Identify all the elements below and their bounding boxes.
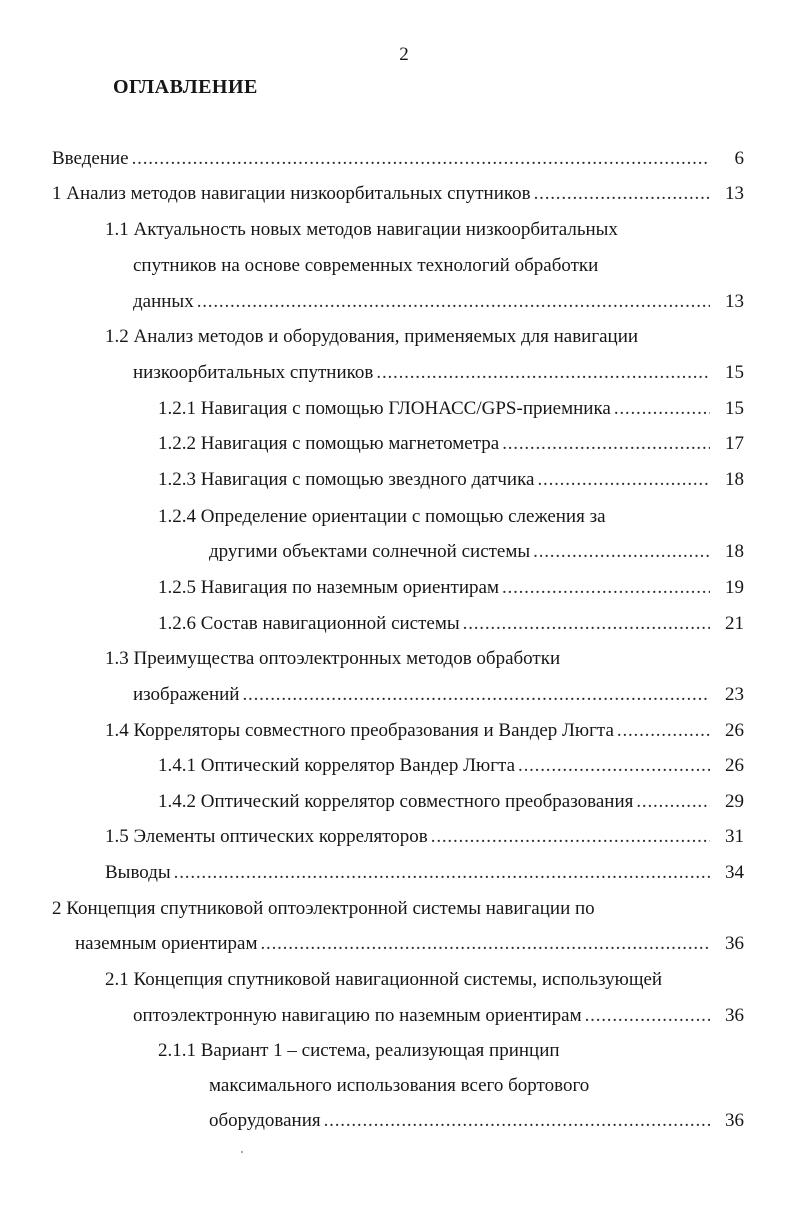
dot-leader (197, 288, 710, 316)
toc-entry-1-2-1 (158, 395, 744, 423)
toc-entry-text: 1.2.1 Навигация с помощью ГЛОНАСС/GPS-приемника (158, 398, 611, 419)
toc-entry-text: 1.1 Актуальность новых методов навигации низкоорбитальных (105, 219, 618, 240)
toc-entry-text: низкоорбитальных спутников (133, 362, 374, 383)
toc-entry-2-1-line-2 (133, 1002, 744, 1030)
toc-page-number: 18 (725, 469, 744, 490)
toc-entry-1-4-2 (158, 788, 744, 816)
toc-entry-1-2-line-2 (133, 359, 744, 387)
toc-entry-1-3-line-1 (105, 645, 744, 673)
dot-leader (324, 1107, 710, 1135)
toc-entry-1-2-3 (158, 466, 744, 494)
toc-entry-text: 1.4.2 Оптический коррелятор совместного преобразования (158, 791, 634, 812)
dot-leader (518, 752, 710, 780)
toc-entry-text: данных (133, 291, 194, 312)
toc-entry-text: 1.2.3 Навигация с помощью звездного датчика (158, 469, 535, 490)
dot-leader (431, 823, 710, 851)
dot-leader (614, 395, 710, 423)
toc-entry-text: 1.2.6 Состав навигационной системы (158, 613, 460, 634)
dot-leader (533, 538, 710, 566)
dot-leader (174, 859, 710, 887)
toc-entry-text: 1.2 Анализ методов и оборудования, применяемых для навигации (105, 326, 639, 347)
toc-entry-2-1-line-1 (105, 966, 744, 994)
dot-leader (502, 574, 710, 602)
toc-entry-text: спутников на основе современных технологий обработки (133, 255, 599, 276)
toc-page-number: 15 (725, 398, 744, 419)
toc-entry-1-2-4-line-1 (158, 503, 744, 531)
scan-speck (241, 1151, 243, 1153)
toc-entry-text: оптоэлектронную навигацию по наземным ориентирам (133, 1005, 582, 1026)
toc-entry-text: 1.5 Элементы оптических корреляторов (105, 826, 428, 847)
toc-entry-1-1-line-1 (105, 216, 744, 244)
dot-leader (376, 359, 710, 387)
toc-entry-text: изображений (133, 684, 240, 705)
toc-entry-text: другими объектами солнечной системы (209, 541, 531, 562)
toc-page-number: 26 (725, 720, 744, 741)
dot-leader (242, 681, 710, 709)
toc-entry-chapter-2-line-2 (75, 930, 744, 958)
toc-entry-1-2-5 (158, 574, 744, 602)
toc-entry-2-1-1-line-3 (209, 1107, 744, 1135)
toc-page-number: 23 (725, 684, 744, 705)
toc-entry-1-3-line-2 (133, 681, 744, 709)
dot-leader (463, 610, 710, 638)
toc-entry-2-1-1-line-2 (209, 1072, 744, 1100)
toc-entry-text: 1.2.2 Навигация с помощью магнетометра (158, 433, 500, 454)
toc-entry-1-1-line-2 (133, 252, 744, 280)
toc-entry-text: Введение (52, 148, 129, 169)
toc-entry-1-4-1 (158, 752, 744, 780)
toc-entry-2-1-1-line-1 (158, 1037, 744, 1065)
toc-page-number: 31 (725, 826, 744, 847)
toc-page-number: 21 (725, 613, 744, 634)
toc-entry-text: максимального использования всего бортового (209, 1075, 590, 1096)
toc-entry-text: 1.4 Корреляторы совместного преобразования и Вандер Люгта (105, 720, 614, 741)
toc-entry-text: оборудования (209, 1110, 321, 1131)
dot-leader (617, 717, 710, 745)
toc-page-number: 6 (734, 148, 744, 169)
toc-page-number: 13 (725, 291, 744, 312)
toc-page-number: 15 (725, 362, 744, 383)
toc-page-number: 36 (725, 933, 744, 954)
toc-entry-1-2-line-1 (105, 323, 744, 351)
toc-page-number: 36 (725, 1005, 744, 1026)
toc-entry-conclusions (105, 859, 744, 887)
toc-entry-1-2-4-line-2 (209, 538, 744, 566)
toc-page-number: 36 (725, 1110, 744, 1131)
dot-leader (534, 180, 710, 208)
toc-entry-1-2-6 (158, 610, 744, 638)
page-title: ОГЛАВЛЕНИЕ (113, 76, 258, 98)
toc-entry-text: 1.3 Преимущества оптоэлектронных методов обработки (105, 648, 561, 669)
toc-entry-1-4 (105, 717, 744, 745)
toc-page-number: 34 (725, 862, 744, 883)
toc-entry-text: 1.4.1 Оптический коррелятор Вандер Люгта (158, 755, 516, 776)
toc-page-number: 18 (725, 541, 744, 562)
toc-entry-chapter-2-line-1 (52, 895, 744, 923)
dot-leader (537, 466, 710, 494)
dot-leader (132, 145, 710, 173)
toc-entry-text: наземным ориентирам (75, 933, 258, 954)
toc-entry-text: 1.2.4 Определение ориентации с помощью слежения за (158, 506, 606, 527)
toc-entry-text: 2.1 Концепция спутниковой навигационной системы, использующей (105, 969, 663, 990)
toc-entry-text: 1 Анализ методов навигации низкоорбитальных спутников (52, 183, 531, 204)
toc-entry-1-2-2 (158, 430, 744, 458)
toc-entry-1-5 (105, 823, 744, 851)
toc-entry-text: Выводы (105, 862, 171, 883)
dot-leader (585, 1002, 710, 1030)
toc-entry-text: 2 Концепция спутниковой оптоэлектронной системы навигации по (52, 898, 595, 919)
toc-page-number: 17 (725, 433, 744, 454)
toc-entry-introduction (52, 145, 744, 173)
page-number: 2 (399, 44, 409, 65)
toc-page-number: 26 (725, 755, 744, 776)
toc-entry-1-1-line-3 (133, 288, 744, 316)
dot-leader (502, 430, 710, 458)
toc-page-number: 19 (725, 577, 744, 598)
toc-entry-text: 1.2.5 Навигация по наземным ориентирам (158, 577, 499, 598)
toc-entry-text: 2.1.1 Вариант 1 – система, реализующая принцип (158, 1040, 560, 1061)
toc-entry-chapter-1 (52, 180, 744, 208)
dot-leader (260, 930, 710, 958)
dot-leader (636, 788, 710, 816)
toc-page-number: 29 (725, 791, 744, 812)
toc-page-number: 13 (725, 183, 744, 204)
